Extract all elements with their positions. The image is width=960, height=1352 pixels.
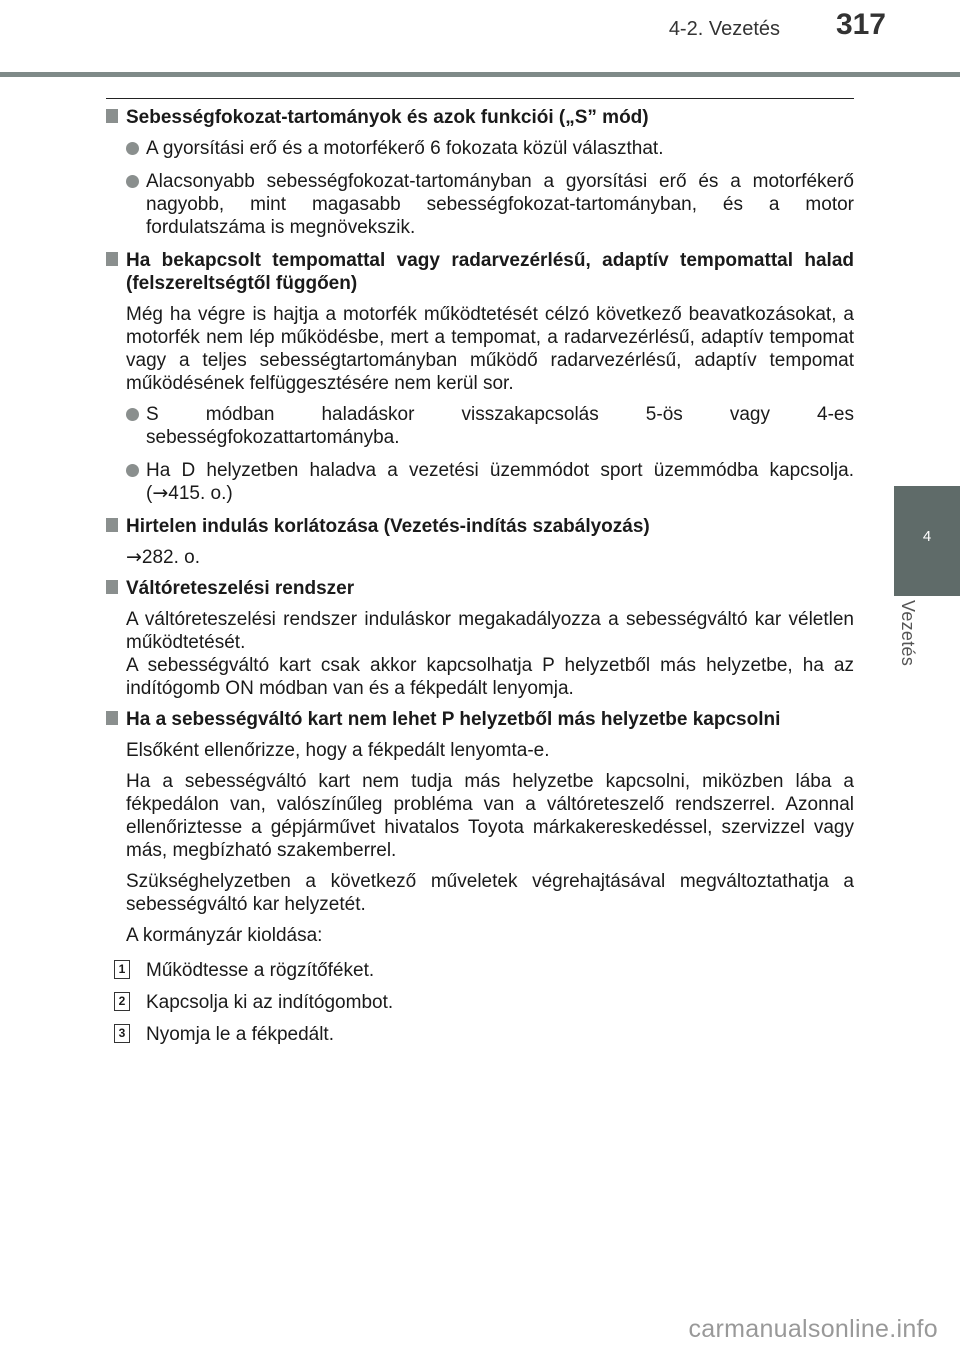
section-heading: [106, 577, 854, 600]
heading-text: Sebességfokozat-tartományok és azok funkciói („S” mód): [126, 107, 649, 128]
step-item: [106, 991, 854, 1014]
bullet-item: [106, 459, 854, 505]
step-item: [106, 959, 854, 982]
page-header: [0, 0, 960, 80]
heading-text: Ha bekapcsolt tempomattal vagy radarvezérlésű, adaptív tempomattal halad (felszereltségtől függően): [126, 250, 854, 294]
chapter-label-text: Vezetés: [898, 600, 918, 667]
chapter-number: 4: [922, 528, 932, 545]
paragraph: A sebességváltó kart csak akkor kapcsolhatja P helyzetből más helyzetbe, ha az indítógomb ON módban van és a fékpedált lenyomja.: [126, 655, 854, 699]
circle-bullet-icon: [126, 408, 139, 421]
bullet-item: [106, 170, 854, 239]
square-bullet-icon: [106, 252, 118, 266]
content-top-rule: [106, 98, 854, 99]
heading-text: Ha a sebességváltó kart nem lehet P helyzetből más helyzetbe kapcsolni: [126, 709, 781, 730]
paragraph: A váltóreteszelési rendszer induláskor megakadályozza a sebességváltó kar véletlen működtetését.: [126, 609, 854, 653]
section-heading: [106, 708, 854, 731]
step-number-badge: 3: [114, 1024, 130, 1043]
paragraph: Ha a sebességváltó kart nem tudja más helyzetbe kapcsolni, miközben lába a fékpedálon van, valószínűleg probléma van a váltóreteszelő rendszerrel. Azonnal ellenőriztesse a gépjárművet hivatalos Toyota márkakereskedéssel, szervizzel vagy más, megbízható szakemberrel.: [126, 771, 854, 861]
square-bullet-icon: [106, 580, 118, 594]
step-number-badge: 2: [114, 992, 130, 1011]
bullet-text: A gyorsítási erő és a motorfékerő 6 fokozata közül választhat.: [146, 138, 664, 159]
page-reference-link[interactable]: 282. o.: [141, 547, 201, 568]
arrow-right-icon: →: [152, 482, 169, 504]
step-text: Nyomja le a fékpedált.: [146, 1024, 334, 1045]
section-heading: [106, 515, 854, 538]
chapter-label: [898, 600, 952, 690]
step-number-badge: 1: [114, 960, 130, 979]
reference-line: [106, 546, 854, 569]
heading-text: Hirtelen indulás korlátozása (Vezetés-indítás szabályozás): [126, 516, 650, 537]
paragraph: A kormányzár kioldása:: [126, 925, 323, 946]
paragraph: Szükséghelyzetben a következő műveletek végrehajtásával megváltoztathatja a sebességváltó kar helyzetét.: [126, 871, 854, 915]
square-bullet-icon: [106, 109, 118, 123]
step-text: Működtesse a rögzítőféket.: [146, 960, 375, 981]
square-bullet-icon: [106, 711, 118, 725]
heading-text: Váltóreteszelési rendszer: [126, 578, 355, 599]
page-number: 317: [835, 8, 886, 41]
bullet-item: [106, 403, 854, 449]
bullet-item: [106, 137, 854, 160]
chapter-tab: [894, 486, 960, 596]
header-divider: [0, 72, 960, 77]
watermark-url: carmanualsonline.info: [688, 1315, 938, 1343]
step-item: [106, 1023, 854, 1046]
section-title: 4-2. Vezetés: [668, 18, 780, 40]
section-heading: [106, 249, 854, 295]
paragraph: Elsőként ellenőrizze, hogy a fékpedált lenyomta-e.: [126, 740, 550, 761]
circle-bullet-icon: [126, 142, 139, 155]
step-text: Kapcsolja ki az indítógombot.: [146, 992, 394, 1013]
circle-bullet-icon: [126, 175, 139, 188]
bullet-text: Ha D helyzetben haladva a vezetési üzemmódot sport üzemmódba kapcsolja. (: [146, 460, 854, 504]
bullet-text: Alacsonyabb sebességfokozat-tartományban a gyorsítási erő és a motorfékerő nagyobb, mint magasabb sebességfokozat-tartományban, és a motor fordulatszáma is megnövekszik.: [146, 171, 854, 238]
main-content: [106, 106, 854, 1055]
page-reference-link[interactable]: 415. o.): [168, 483, 233, 504]
bullet-text: S módban haladáskor visszakapcsolás 5-ös vagy 4-es sebességfokozattartományba.: [146, 404, 854, 448]
section-heading: [106, 106, 854, 129]
square-bullet-icon: [106, 518, 118, 532]
circle-bullet-icon: [126, 464, 139, 477]
paragraph: Még ha végre is hajtja a motorfék működtetését célzó következő beavatkozásokat, a motorfék nem lép működésbe, mert a tempomat, a radarvezérlésű, adaptív tempomat vagy a teljes sebességtartományban működő radarvezérlésű, adaptív tempomat működésének felfüggesztésére nem kerül sor.: [126, 304, 854, 394]
arrow-right-icon: →: [126, 546, 142, 568]
